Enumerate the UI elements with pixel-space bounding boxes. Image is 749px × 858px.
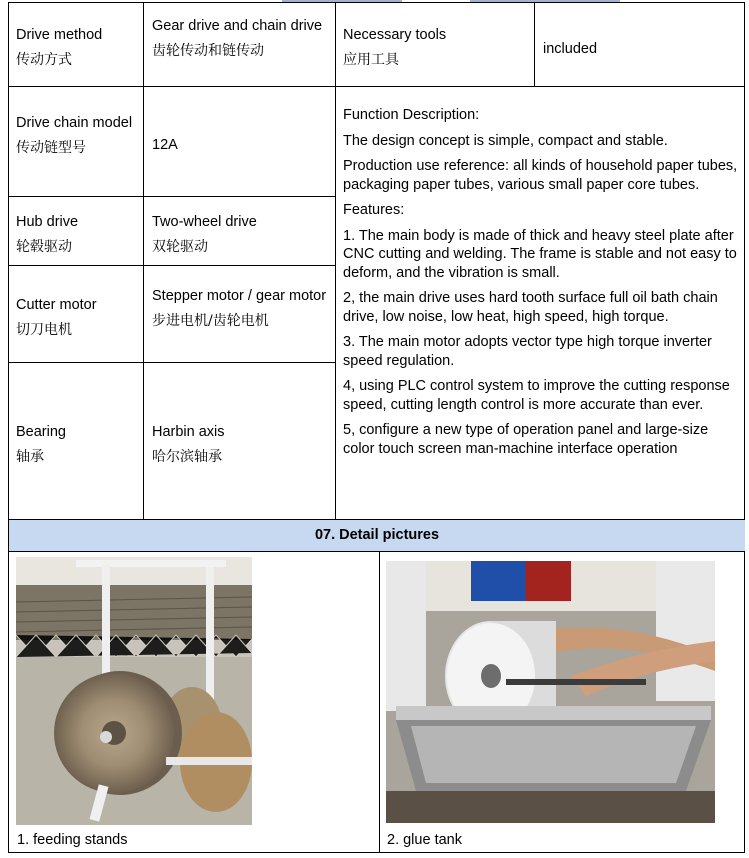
- cutter-motor-value: [152, 287, 330, 330]
- cutter-motor-value-zh: 步进电机/齿轮电机: [152, 313, 269, 329]
- feature-item: 4, using PLC control system to improve the cutting response speed, cutting length control is more accurate than ever.: [343, 378, 730, 413]
- bearing-label: [16, 423, 140, 466]
- feature-item: 1. The main body is made of thick and heavy steel plate after CNC cutting and welding. The frame is stable and not easy to deform, and the vibration is small.: [343, 227, 737, 281]
- feeding-stands-photo: [16, 557, 252, 825]
- detail-pictures-banner: 07. Detail pictures: [9, 520, 745, 551]
- design-concept: The design concept is simple, compact and stable.: [343, 132, 668, 149]
- drive-method-label: [16, 26, 140, 69]
- cutter-motor-label: [16, 296, 140, 339]
- glue-tank-caption: 2. glue tank: [387, 832, 462, 848]
- drive-chain-model-value-en: 12A: [152, 137, 178, 153]
- drive-method-label-en: Drive method: [16, 27, 103, 43]
- feature-item: 5, configure a new type of operation panel and large-size color touch screen man-machine interface operation: [343, 422, 709, 457]
- function-heading: Function Description:: [343, 107, 480, 123]
- cutter-motor-label-en: Cutter motor: [16, 297, 97, 313]
- feeding-stands-caption: 1. feeding stands: [17, 832, 128, 848]
- function-description: [343, 106, 739, 465]
- bearing-value: [152, 423, 330, 466]
- bearing-value-zh: 哈尔滨轴承: [152, 449, 222, 465]
- drive-method-value-en: Gear drive and chain drive: [152, 18, 323, 34]
- feature-item: 2, the main drive uses hard tooth surface full oil bath chain drive, low noise, low heat, high speed, high torque.: [343, 290, 718, 325]
- drive-chain-model-label-zh: 传动链型号: [16, 140, 86, 156]
- drive-chain-model-value: [152, 136, 330, 154]
- hub-drive-value-en: Two-wheel drive: [152, 214, 257, 230]
- necessary-tools-label: [343, 26, 531, 69]
- hub-drive-label-zh: 轮毂驱动: [16, 239, 72, 255]
- drive-method-value-zh: 齿轮传动和链传动: [152, 43, 264, 59]
- necessary-tools-label-zh: 应用工具: [343, 52, 399, 68]
- features-heading: Features:: [343, 202, 405, 218]
- feature-item: 3. The main motor adopts vector type high torque inverter speed regulation.: [343, 334, 712, 369]
- glue-tank-photo: [386, 561, 715, 823]
- cutter-motor-label-zh: 切刀电机: [16, 322, 72, 338]
- hub-drive-value-zh: 双轮驱动: [152, 239, 208, 255]
- hub-drive-value: [152, 213, 330, 256]
- bearing-label-zh: 轴承: [16, 449, 44, 465]
- drive-chain-model-label: [16, 114, 140, 157]
- necessary-tools-value: [543, 40, 739, 58]
- hub-drive-label: [16, 213, 140, 256]
- bearing-label-en: Bearing: [16, 424, 66, 440]
- necessary-tools-value-en: included: [543, 41, 598, 57]
- necessary-tools-label-en: Necessary tools: [343, 27, 447, 43]
- hub-drive-label-en: Hub drive: [16, 214, 79, 230]
- bearing-value-en: Harbin axis: [152, 424, 225, 440]
- drive-method-label-zh: 传动方式: [16, 52, 72, 68]
- cutter-motor-value-en: Stepper motor / gear motor: [152, 288, 327, 304]
- drive-chain-model-label-en: Drive chain model: [16, 115, 133, 131]
- drive-method-value: [152, 17, 330, 60]
- production-reference: Production use reference: all kinds of household paper tubes, packaging paper tubes, various small paper core tubes.: [343, 158, 738, 193]
